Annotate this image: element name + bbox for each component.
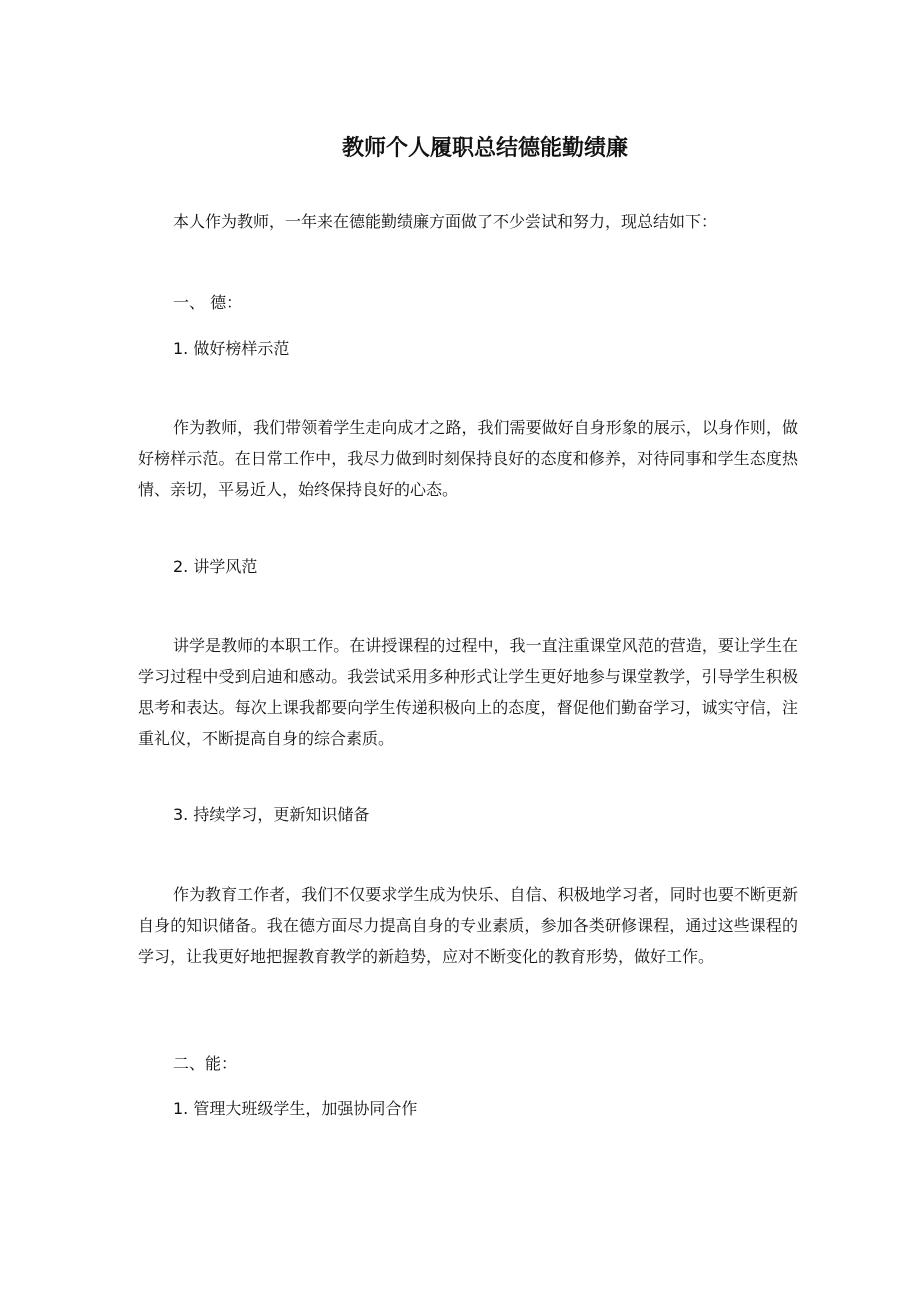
document-title: 教师个人履职总结德能勤绩廉 (341, 136, 628, 161)
item-heading-continuous-learning: 3. 持续学习，更新知识储备 (173, 805, 370, 824)
item-heading-role-model: 1. 做好榜样示范 (173, 339, 290, 358)
item-heading-teaching-style: 2. 讲学风范 (173, 557, 258, 576)
item-body-continuous-learning: 作为教育工作者，我们不仅要求学生成为快乐、自信、积极地学习者，同时也要不断更新自身的知识储备。我在德方面尽力提高自身的专业素质，参加各类研修课程，通过这些课程的学习，让我更好地把握教育教学的新趋势，应对不断变化的教育形势，做好工作。 (138, 885, 798, 966)
intro-paragraph: 本人作为教师，一年来在德能勤绩廉方面做了不少尝试和努力，现总结如下： (173, 212, 718, 231)
section-heading-de: 一、 德： (173, 293, 243, 312)
item-body-role-model: 作为教师，我们带领着学生走向成才之路，我们需要做好自身形象的展示，以身作则，做好榜样示范。在日常工作中，我尽力做到时刻保持良好的态度和修养，对待同事和学生态度热情、亲切，平易近人，始终保持良好的心态。 (138, 418, 798, 499)
item-heading-class-management: 1. 管理大班级学生，加强协同合作 (173, 1099, 418, 1118)
item-body-teaching-style: 讲学是教师的本职工作。在讲授课程的过程中，我一直注重课堂风范的营造，要让学生在学习过程中受到启迪和感动。我尝试采用多种形式让学生更好地参与课堂教学，引导学生积极思考和表达。每次上课我都要向学生传递积极向上的态度，督促他们勤奋学习，诚实守信，注重礼仪，不断提高自身的综合素质。 (138, 636, 798, 748)
section-heading-neng: 二、能： (173, 1054, 238, 1073)
